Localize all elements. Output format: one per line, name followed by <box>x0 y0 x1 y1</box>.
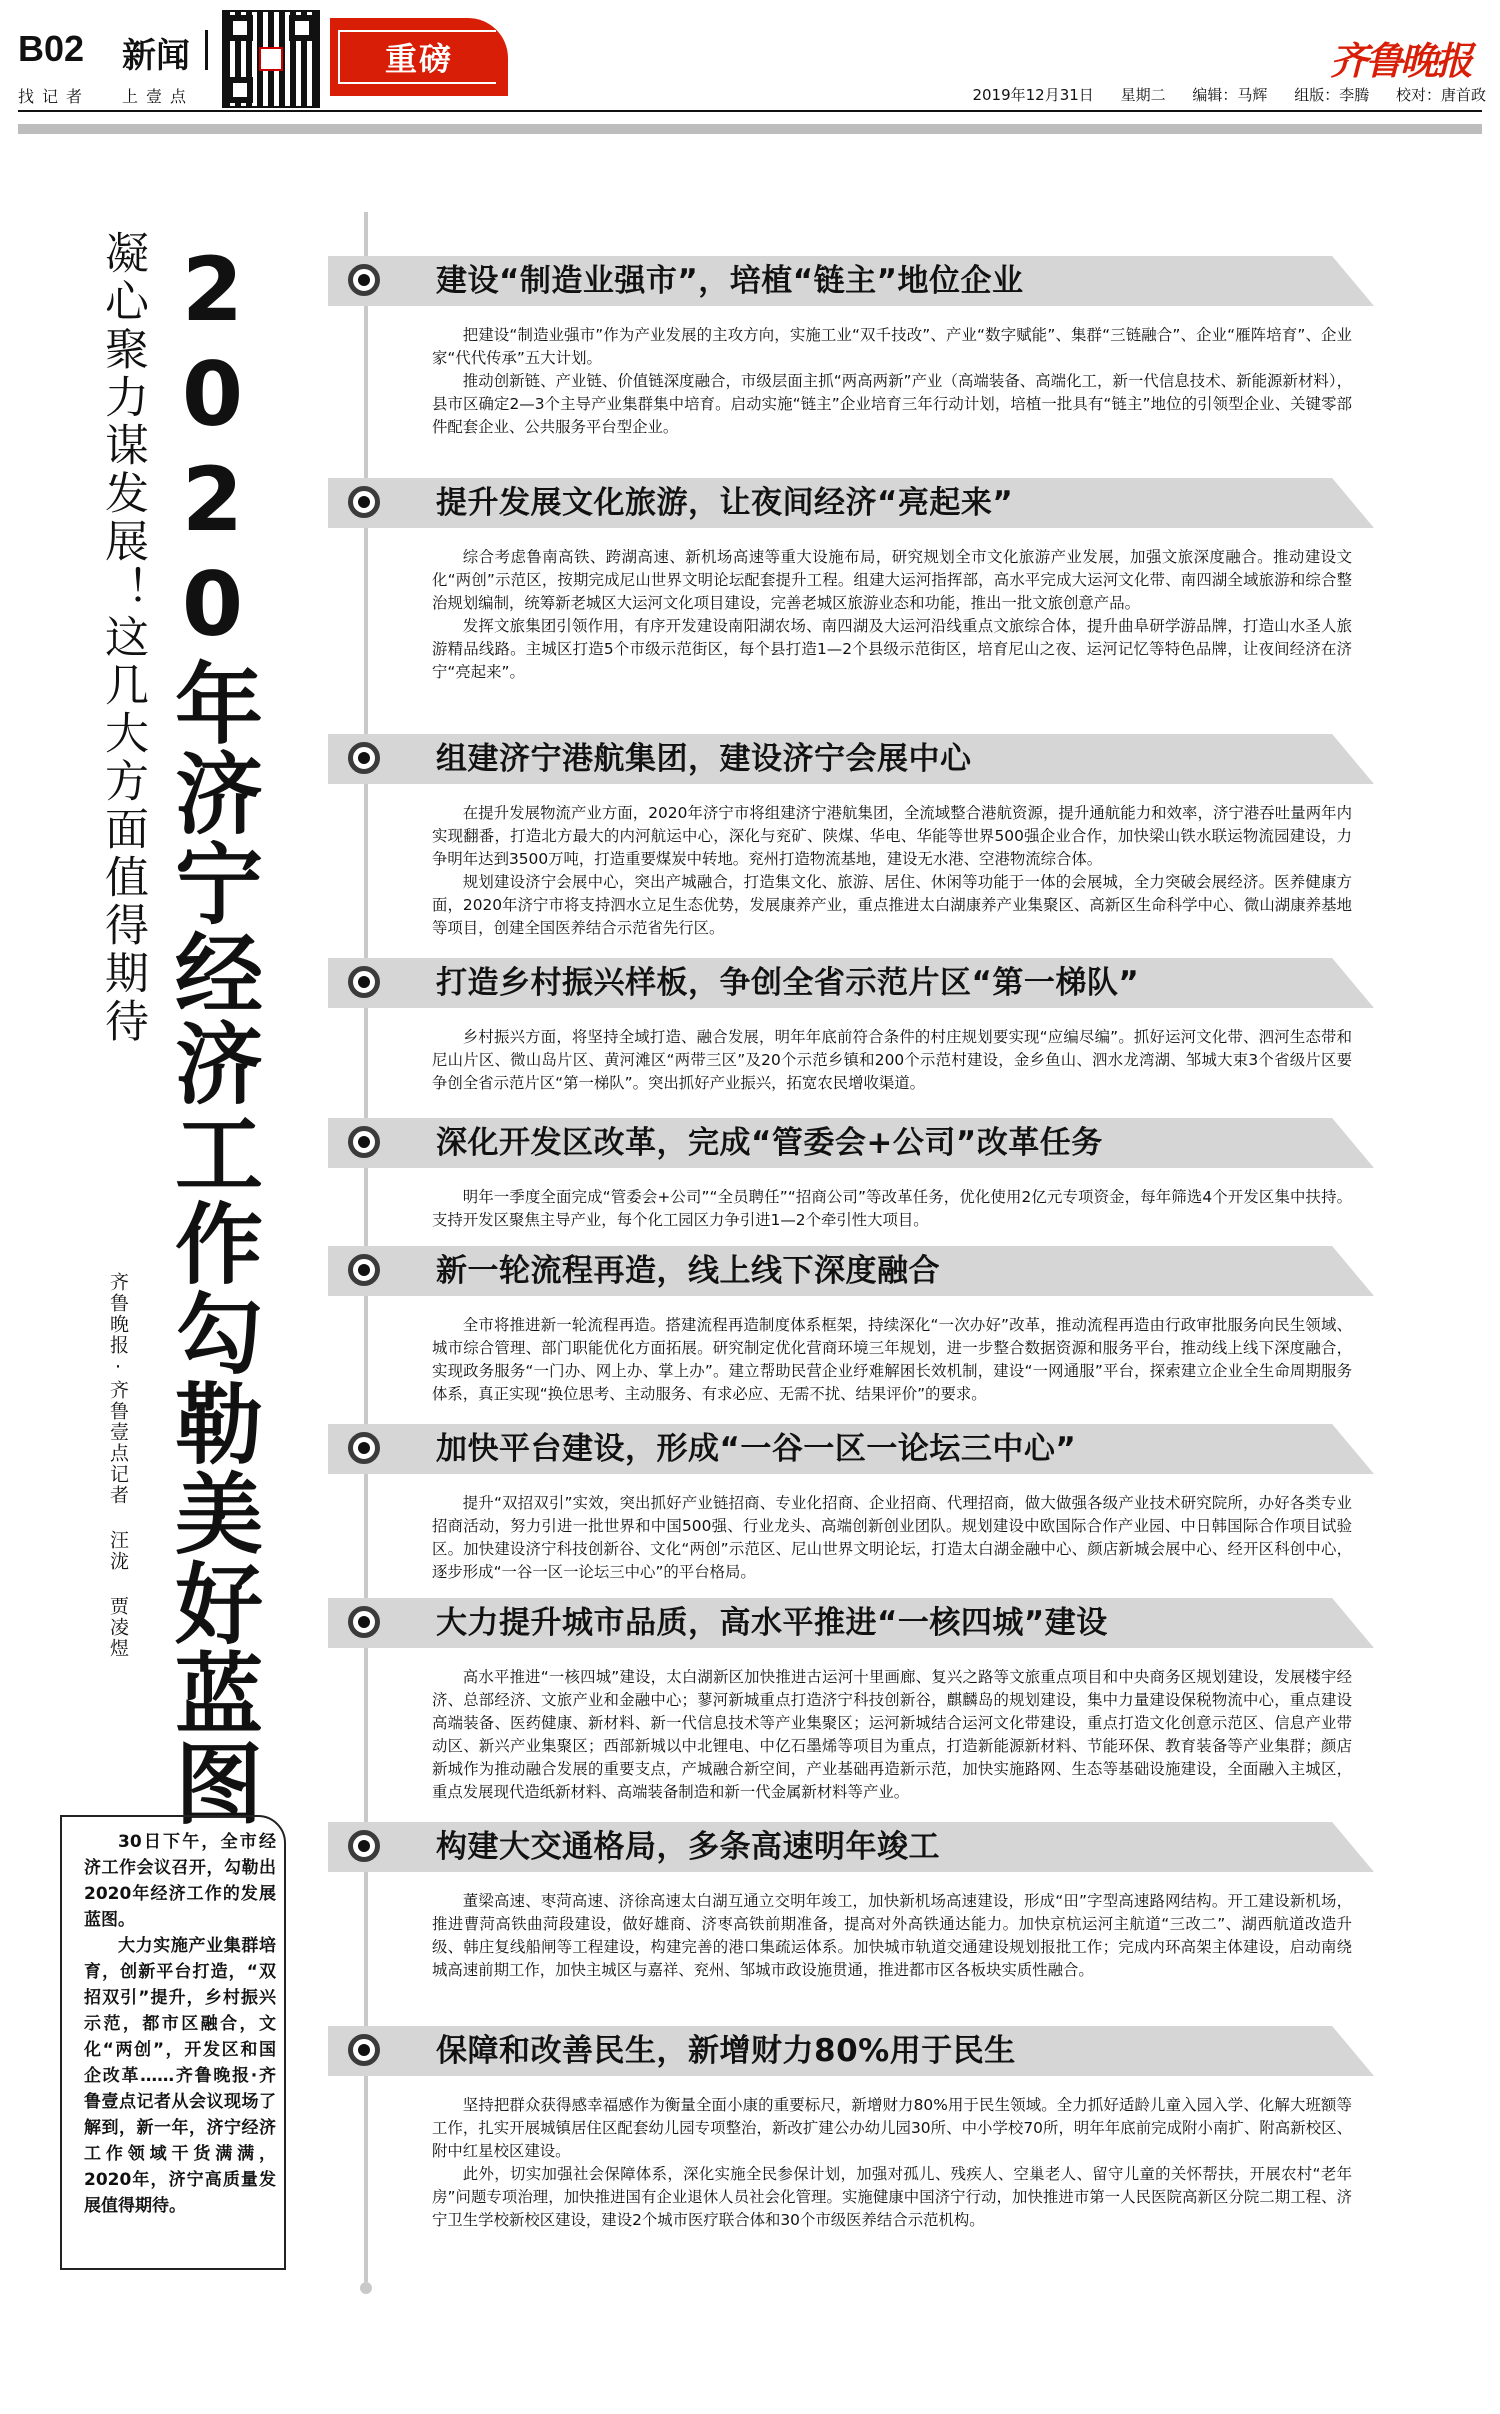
editor-credit: 编辑：马辉 <box>1192 86 1268 104</box>
timeline-bullet-icon <box>348 1606 380 1638</box>
section-paragraph: 提升“双招双引”实效，突出抓好产业链招商、专业化招商、企业招商、代理招商，做大做强各级产业技术研究院所，办好各类专业招商活动，努力引进一批世界和中国500强、行业龙头、高端创新创业团队。规划建设中欧国际合作产业园、中日韩国际合作项目试验区。加快建设济宁科技创新谷、文化“两创”示范区、尼山世界文明论坛，打造太白湖金融中心、颜店新城会展中心、经开区科创中心，逐步形成“一谷一区一论坛三中心”的平台格局。 <box>432 1494 1352 1581</box>
masthead <box>0 0 1500 125</box>
section-paragraph: 乡村振兴方面，将坚持全域打造、融合发展，明年年底前符合条件的村庄规划要实现“应编尽编”。抓好运河文化带、泗河生态带和尼山片区、微山岛片区、黄河滩区“两带三区”及20个示范乡镇和200个示范村建设，金乡鱼山、泗水龙湾湖、邹城大束3个省级片区要争创全省示范片区“第一梯队”。突出抓好产业振兴，拓宽农民增收渠道。 <box>432 1028 1352 1092</box>
section-body <box>432 1890 1352 1982</box>
section-paragraph: 规划建设济宁会展中心，突出产城融合，打造集文化、旅游、居住、休闲等功能于一体的会展城，全力突破会展经济。医养健康方面，2020年济宁市将支持泗水立足生态优势，发展康养产业，重点推进太白湖康养产业集聚区、高新区生命科学中心、微山湖康养基地等项目，创建全国医养结合示范省先行区。 <box>432 873 1352 937</box>
section-title: 构建大交通格局，多条高速明年竣工 <box>436 1829 940 1865</box>
qr-logo-icon <box>259 47 283 71</box>
header-grey-band <box>18 124 1482 134</box>
column-banner-frame <box>338 30 496 84</box>
column-banner-label: 重磅 <box>384 40 453 78</box>
section-title: 打造乡村振兴样板，争创全省示范片区“第一梯队” <box>436 965 1140 1001</box>
qr-corner-icon <box>227 15 253 41</box>
qr-corner-icon <box>289 15 315 41</box>
section-body <box>432 2094 1352 2232</box>
timeline-bullet-icon <box>348 2034 380 2066</box>
proofreader-credit: 校对：唐首政 <box>1395 86 1486 104</box>
lead-box <box>60 1815 286 2270</box>
column-banner <box>330 18 508 96</box>
section-body <box>432 324 1352 439</box>
section-body <box>432 1314 1352 1406</box>
section-paragraph: 在提升发展物流产业方面，2020年济宁市将组建济宁港航集团，全流域整合港航资源，提升通航能力和效率，济宁港吞吐量两年内实现翻番，打造北方最大的内河航运中心，深化与兖矿、陕煤、华电、华能等世界500强企业合作，加快梁山铁水联运物流园建设，力争明年达到3500万吨，打造重要煤炭中转地。兖州打造物流基地，建设无水港、空港物流综合体。 <box>432 804 1352 868</box>
section-title: 加快平台建设，形成“一谷一区一论坛三中心” <box>436 1431 1077 1467</box>
section-paragraph: 全市将推进新一轮流程再造。搭建流程再造制度体系框架，持续深化“一次办好”改革，推动流程再造由行政审批服务向民生领域、城市综合管理、部门职能优化方面拓展。研究制定优化营商环境三年规划，进一步整合数据资源和服务平台，推动线上线下深度融合，实现政务服务“一门办、网上办、掌上办”。建立帮助民营企业纾难解困长效机制，建设“一网通服”平台，探索建立企业全生命周期服务体系，真正实现“换位思考、主动服务、有求必应、无需不扰、结果评价”的要求。 <box>432 1316 1352 1403</box>
header-rule <box>18 110 1482 112</box>
section-paragraph: 推动创新链、产业链、价值链深度融合，市级层面主抓“两高两新”产业（高端装备、高端化工，新一代信息技术、新能源新材料），县市区确定2—3个主导产业集群集中培育。启动实施“链主”企业培育三年行动计划，培植一批具有“链主”地位的引领型企业、关键零部件配套企业、公共服务平台型企业。 <box>432 372 1352 436</box>
section-body <box>432 1026 1352 1095</box>
section-title: 深化开发区改革，完成“管委会+公司”改革任务 <box>436 1125 1103 1161</box>
timeline-bullet-icon <box>348 1254 380 1286</box>
timeline-bullet-icon <box>348 486 380 518</box>
section-title: 大力提升城市品质，高水平推进“一核四城”建设 <box>436 1605 1108 1641</box>
timeline-bullet-icon <box>348 742 380 774</box>
section-paragraph: 明年一季度全面完成“管委会+公司”“全员聘任”“招商公司”等改革任务，优化使用2亿元专项资金，每年筛选4个开发区集中扶持。支持开发区聚焦主导产业，每个化工园区力争引进1—2个牵引性大项目。 <box>432 1188 1352 1229</box>
issue-weekday: 星期二 <box>1120 86 1166 104</box>
section-body <box>432 1666 1352 1804</box>
sub-headline: 凝心聚力谋发展！这几大方面值得期待 <box>97 230 148 1046</box>
section-title: 保障和改善民生，新增财力80%用于民生 <box>436 2033 1016 2069</box>
section-title: 提升发展文化旅游，让夜间经济“亮起来” <box>436 485 1014 521</box>
qr-code-icon <box>222 10 320 108</box>
section-paragraph: 综合考虑鲁南高铁、跨湖高速、新机场高速等重大设施布局，研究规划全市文化旅游产业发展，加强文旅深度融合。推动建设文化“两创”示范区，按期完成尼山世界文明论坛配套提升工程。组建大运河指挥部，高水平完成大运河文化带、南四湖全域旅游和综合整治规划编制，统筹新老城区大运河文化项目建设，完善老城区旅游业态和功能，推出一批文旅创意产品。 <box>432 548 1352 612</box>
lead-paragraph: 大力实施产业集群培育，创新平台打造，“双招双引”提升，乡村振兴示范，都市区融合，文化“两创”，开发区和国企改革……齐鲁晚报·齐鲁壹点记者从会议现场了解到，新一年，济宁经济工作领域干货满满，2020年，济宁高质量发展值得期待。 <box>84 1936 276 2216</box>
section-paragraph: 坚持把群众获得感幸福感作为衡量全面小康的重要标尺，新增财力80%用于民生领域。全力抓好适龄儿童入园入学、化解大班额等工作，扎实开展城镇居住区配套幼儿园专项整治，新改扩建公办幼儿园30所、中小学校70所，明年年底前完成附小南扩、附高新校区、附中红星校区建设。 <box>432 2096 1352 2160</box>
slogan-right: 上壹点 <box>122 87 195 106</box>
section-title: 新一轮流程再造，线上线下深度融合 <box>436 1253 940 1289</box>
section-paragraph: 此外，切实加强社会保障体系，深化实施全民参保计划，加强对孤儿、残疾人、空巢老人、留守儿童的关怀帮扶，开展农村“老年房”问题专项治理，加快推进国有企业退休人员社会化管理。实施健康中国济宁行动，加快推进市第一人民医院高新区分院二期工程、济宁卫生学校新校区建设，建设2个城市医疗联合体和30个市级医养结合示范机构。 <box>432 2165 1352 2229</box>
section-paragraph: 高水平推进“一核四城”建设，太白湖新区加快推进古运河十里画廊、复兴之路等文旅重点项目和中央商务区规划建设，发展楼宇经济、总部经济、文旅产业和金融中心；蓼河新城重点打造济宁科技创新谷，麒麟岛的规划建设，集中力量建设保税物流中心，重点建设高端装备、医药健康、新材料、新一代信息技术等产业集聚区；运河新城结合运河文化带建设，重点打造文化创意示范区、信息产业带动区、新兴产业集聚区；西部新城以中北锂电、中亿石墨烯等项目为重点，打造新能源新材料、节能环保、教育装备等产业集群；颜店新城作为推动融合发展的重要支点，产城融合新空间，产业基础再造新示范，加快实施路网、生态等基础设施建设，全面融入主城区，重点发展现代造纸新材料、高端装备制造和新一代金属新材料等产业。 <box>432 1668 1352 1801</box>
main-headline: 2020年济宁经济工作勾勒美好蓝图 <box>161 238 264 1828</box>
page-code: B02 <box>18 28 85 69</box>
section-name: 新闻 <box>122 36 190 76</box>
newspaper-logo: 齐鲁晚报 <box>1330 38 1471 83</box>
lead-paragraph: 30日下午，全市经济工作会议召开，勾勒出2020年经济工作的发展蓝图。 <box>84 1832 276 1930</box>
timeline-bullet-icon <box>348 1830 380 1862</box>
section-paragraph: 发挥文旅集团引领作用，有序开发建设南阳湖农场、南四湖及大运河沿线重点文旅综合体，提升曲阜研学游品牌，打造山水圣人旅游精品线路。主城区打造5个市级示范街区，每个县打造1—2个县级示范街区，培育尼山之夜、运河记忆等特色品牌，让夜间经济在济宁“亮起来”。 <box>432 617 1352 681</box>
layout-credit: 组版：李腾 <box>1294 86 1370 104</box>
qr-corner-icon <box>227 77 253 103</box>
section-title: 建设“制造业强市”，培植“链主”地位企业 <box>436 263 1024 299</box>
slogan-left: 找记者 <box>18 87 91 106</box>
section-title: 组建济宁港航集团，建设济宁会展中心 <box>436 741 972 777</box>
timeline-bullet-icon <box>348 966 380 998</box>
section-body <box>432 1186 1352 1232</box>
header-meta <box>950 84 1486 105</box>
timeline-bullet-icon <box>348 1432 380 1464</box>
timeline-bullet-icon <box>348 264 380 296</box>
section-paragraph: 把建设“制造业强市”作为产业发展的主攻方向，实施工业“双千技改”、产业“数字赋能”、集群“三链融合”、企业“雁阵培育”、企业家“代代传承”五大计划。 <box>432 326 1352 367</box>
section-body <box>432 1492 1352 1584</box>
byline: 齐鲁晚报·齐鲁壹点记者 汪泷 贾凌煜 <box>107 1272 129 1659</box>
timeline-bullet-icon <box>348 1126 380 1158</box>
masthead-divider <box>205 30 208 70</box>
section-body <box>432 802 1352 940</box>
issue-date: 2019年12月31日 <box>972 86 1094 104</box>
section-body <box>432 546 1352 684</box>
section-paragraph: 董梁高速、枣菏高速、济徐高速太白湖互通立交明年竣工，加快新机场高速建设，形成“田”字型高速路网结构。开工建设新机场，推进曹菏高铁曲菏段建设，做好雄商、济枣高铁前期准备，提高对外高铁通达能力。加快京杭运河主航道“三改二”、湖西航道改造升级、韩庄复线船闸等工程建设，构建完善的港口集疏运体系。加快城市轨道交通建设规划报批工作；完成内环高架主体建设，启动南绕城高速前期工作，加快主城区与嘉祥、兖州、邹城市政设施贯通，推进都市区各板块实质性融合。 <box>432 1892 1352 1979</box>
timeline-end-dot <box>360 2282 372 2294</box>
